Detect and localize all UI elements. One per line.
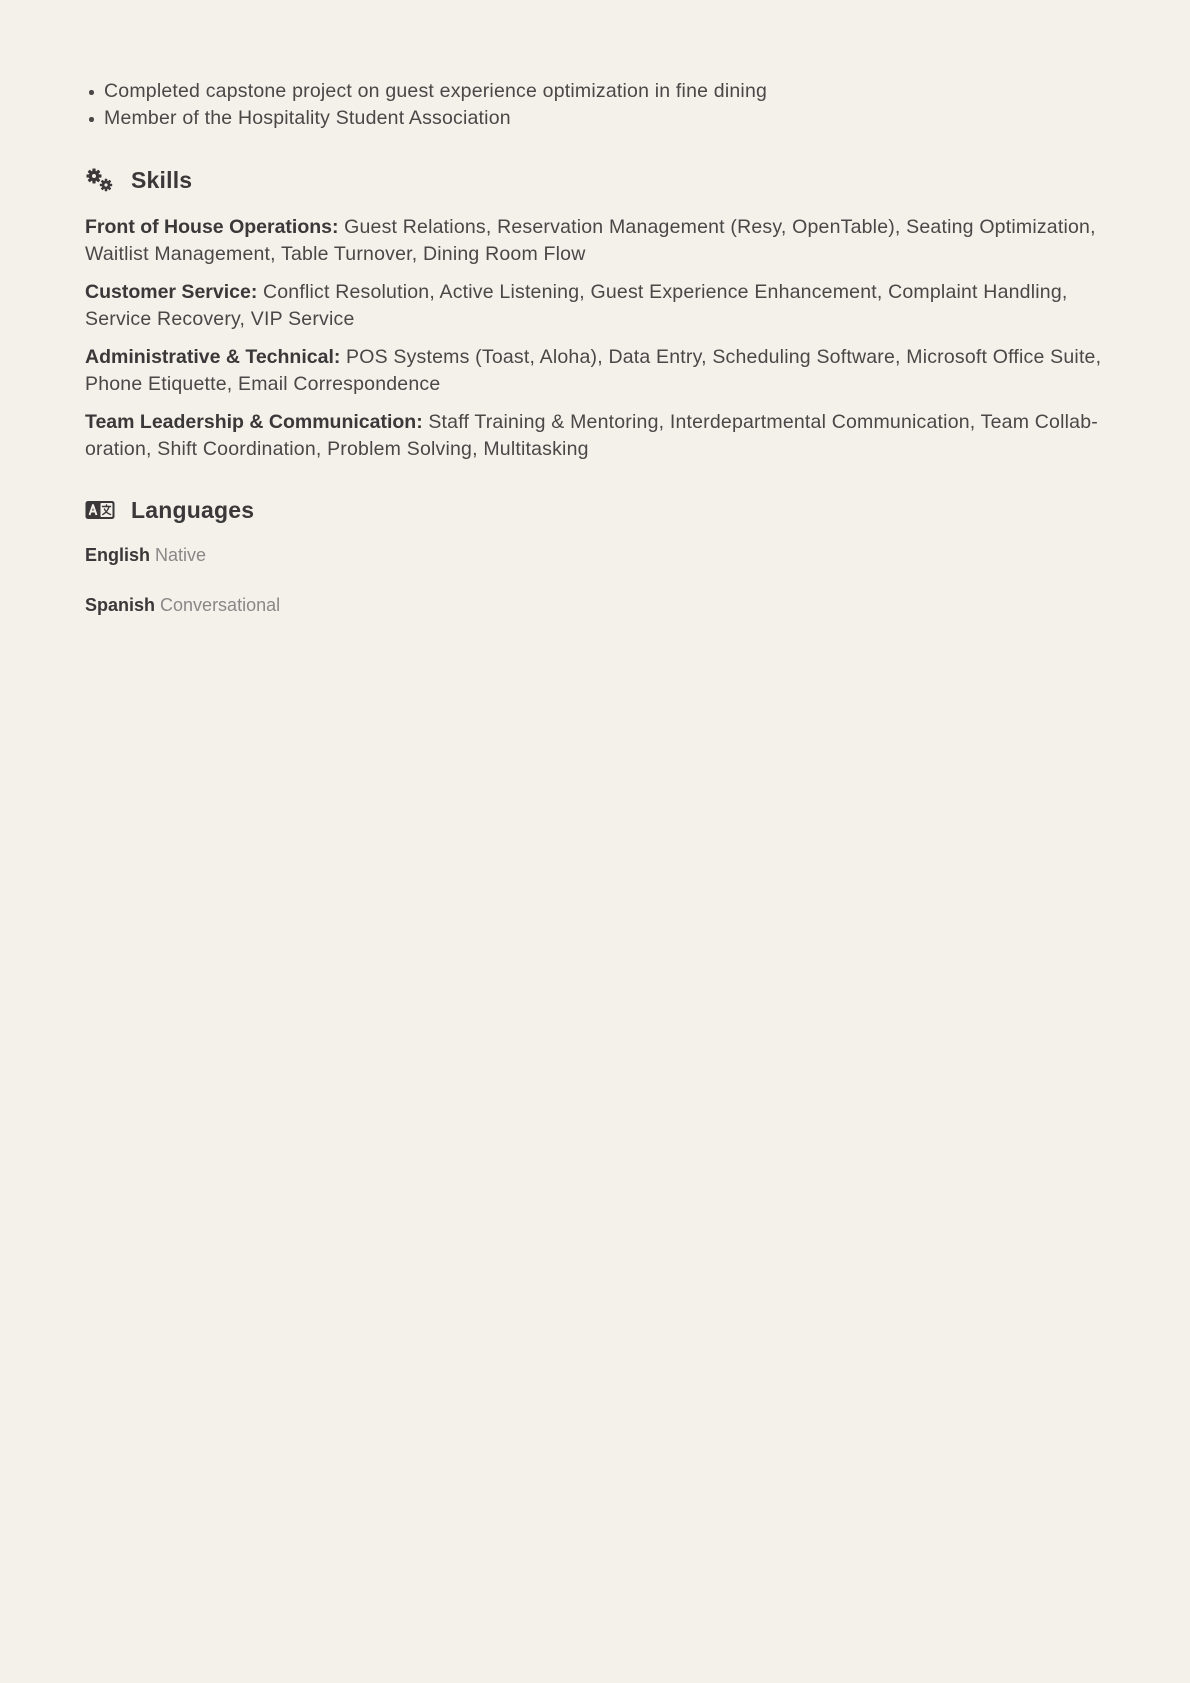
list-item: Completed capstone project on guest experience optimization in fine dining (104, 78, 1110, 105)
list-item: Member of the Hospitality Student Association (104, 105, 1110, 132)
skill-row-administrative (85, 344, 1110, 398)
skill-category-text: Staff Training & Mentoring, Interdepartmental Communication, Team Collaboration, Shift Coordination, Problem Solving, Multitasking (85, 411, 1098, 460)
gears-icon (85, 165, 115, 195)
resume-page (85, 78, 1110, 617)
skill-row-front-of-house (85, 214, 1110, 268)
languages-section-header (85, 495, 1110, 525)
skill-row-customer-service (85, 279, 1110, 333)
language-level: Conversational (160, 595, 281, 615)
skill-category-label: Front of House Operations: (85, 216, 339, 238)
skill-category-label: Administrative & Technical: (85, 346, 341, 368)
skill-category-label: Customer Service: (85, 281, 258, 303)
languages-list (85, 543, 1110, 617)
skills-section-header (85, 165, 1110, 195)
language-row-english (85, 543, 1110, 567)
skill-category-text: Guest Relations, Reservation Management (Resy, OpenTable), Seating Optimization, Waitlist Management, Table Turnover, Dining Room Flow (85, 216, 1096, 265)
skills-list (85, 214, 1110, 463)
language-name: Spanish (85, 595, 156, 615)
skill-category-text: Conflict Resolution, Active Listening, Guest Experience Enhancement, Complaint Handling, Service Recovery, VIP Service (85, 281, 1068, 330)
skill-category-label: Team Leadership & Communication: (85, 411, 423, 433)
language-level: Native (155, 545, 207, 565)
section-title: Skills (131, 166, 193, 193)
section-title: Languages (131, 496, 255, 523)
skill-category-text: POS Systems (Toast, Aloha), Data Entry, Scheduling Software, Microsoft Office Suite, Phone Etiquette, Email Correspondence (85, 346, 1102, 395)
language-row-spanish (85, 593, 1110, 617)
language-name: English (85, 545, 151, 565)
skill-row-team-leadership (85, 409, 1110, 463)
education-highlights-list (85, 78, 1110, 132)
language-icon (85, 495, 115, 525)
